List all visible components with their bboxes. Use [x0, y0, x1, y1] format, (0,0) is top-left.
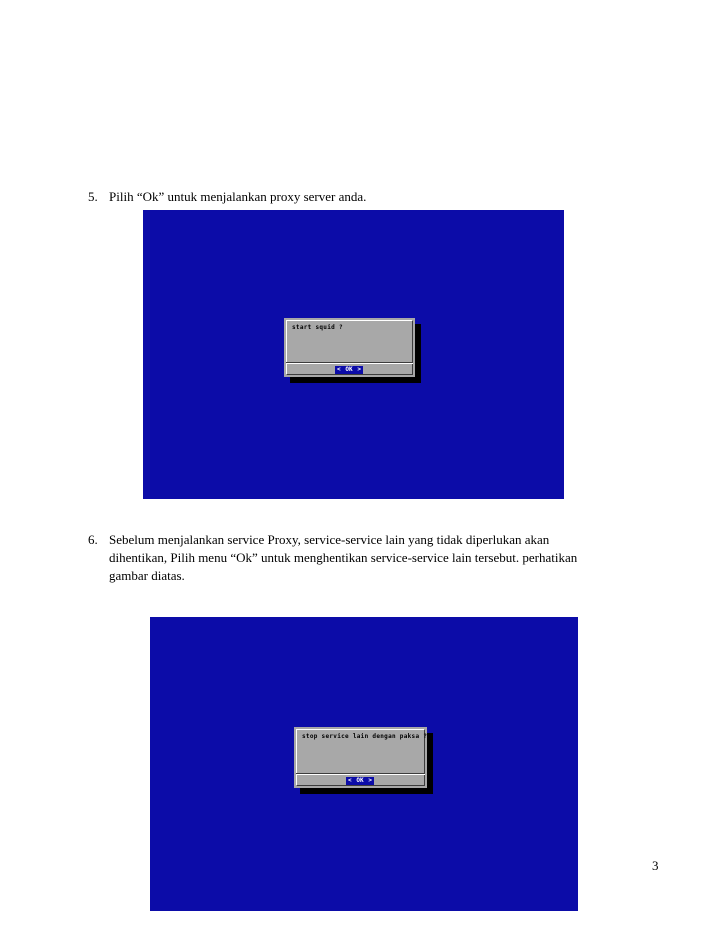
dialog-separator: [286, 362, 413, 364]
ok-button[interactable]: [335, 366, 363, 374]
step-6: [88, 531, 648, 585]
button-right-bracket: >: [357, 366, 361, 373]
step-5: [88, 188, 648, 206]
screenshot-stop-services: [150, 617, 578, 911]
step-number: 5.: [88, 189, 98, 204]
step-text: Pilih “Ok” untuk menjalankan proxy server anda.: [109, 189, 367, 204]
button-left-bracket: <: [348, 777, 352, 784]
button-left-bracket: <: [337, 366, 341, 373]
ok-button[interactable]: [346, 777, 374, 785]
button-right-bracket: >: [368, 777, 372, 784]
ok-button-label: OK: [345, 366, 353, 373]
ok-button-label: OK: [356, 777, 364, 784]
confirm-dialog: [294, 727, 427, 788]
screenshot-start-squid: [143, 210, 564, 499]
dialog-message: stop service lain dengan paksa ?: [302, 733, 428, 740]
confirm-dialog: [284, 318, 415, 377]
dialog-message: start squid ?: [292, 324, 343, 331]
step-number: 6.: [88, 532, 98, 547]
step-text-line-2: dihentikan, Pilih menu “Ok” untuk menghentikan service-service lain tersebut. perhatikan: [109, 550, 578, 565]
step-text-line-3: gambar diatas.: [109, 568, 185, 583]
page-number: 3: [652, 858, 659, 873]
step-text-line-1: Sebelum menjalankan service Proxy, service-service lain yang tidak diperlukan akan: [109, 532, 550, 547]
dialog-separator: [296, 773, 425, 775]
